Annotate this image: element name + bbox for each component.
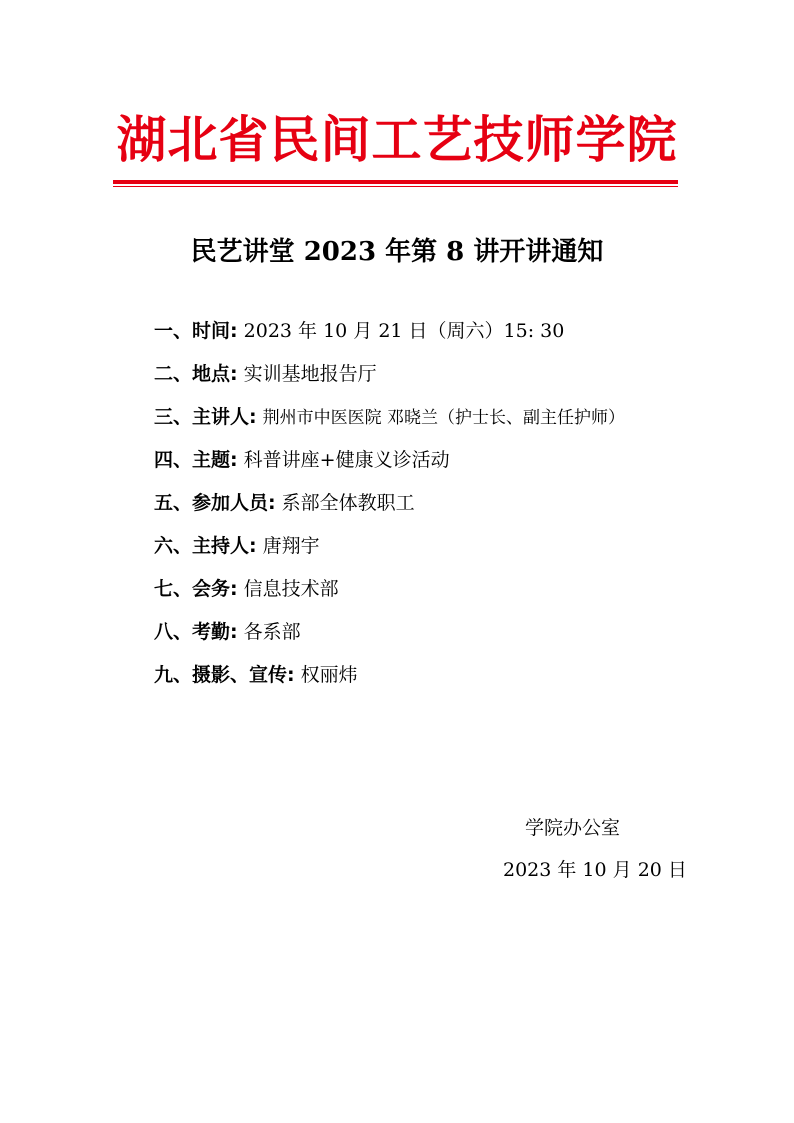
detail-value: 系部全体教职工: [281, 492, 415, 514]
detail-speaker: [154, 397, 714, 440]
detail-label: 七、会务:: [154, 578, 238, 600]
detail-time: [154, 311, 714, 354]
detail-location: [154, 354, 714, 397]
detail-value: 各系部: [243, 621, 301, 643]
detail-label: 二、地点:: [154, 363, 238, 385]
notice-details-list: [154, 311, 714, 698]
detail-value: 2023 年 10 月 21 日（周六）15: 30: [243, 320, 565, 342]
detail-host: [154, 526, 714, 569]
detail-value: 权丽炜: [300, 664, 358, 686]
detail-label: 一、时间:: [154, 320, 238, 342]
detail-value: 实训基地报告厅: [243, 363, 377, 385]
detail-label: 八、考勤:: [154, 621, 238, 643]
masthead-rule-thin: [113, 186, 678, 187]
detail-value: 信息技术部: [243, 578, 339, 600]
detail-label: 五、参加人员:: [154, 492, 276, 514]
detail-participants: [154, 483, 714, 526]
masthead-rule-thick: [113, 180, 678, 184]
detail-label: 三、主讲人:: [154, 406, 257, 428]
detail-value: 荆州市中医医院 邓晓兰（护士长、副主任护师）: [262, 408, 626, 428]
masthead-org-name: 湖北省民间工艺技师学院: [116, 110, 678, 169]
detail-label: 四、主题:: [154, 449, 238, 471]
detail-affairs: [154, 569, 714, 612]
issue-date: 2023 年 10 月 20 日: [503, 859, 687, 881]
notice-title: 民艺讲堂 2023 年第 8 讲开讲通知: [190, 237, 604, 267]
detail-value: 科普讲座+健康义诊活动: [243, 449, 450, 471]
detail-value: 唐翔宇: [262, 535, 320, 557]
detail-topic: [154, 440, 714, 483]
issuing-office: 学院办公室: [525, 817, 621, 839]
detail-label: 九、摄影、宣传:: [154, 664, 295, 686]
detail-photography: [154, 655, 714, 698]
detail-label: 六、主持人:: [154, 535, 257, 557]
detail-attendance: [154, 612, 714, 655]
